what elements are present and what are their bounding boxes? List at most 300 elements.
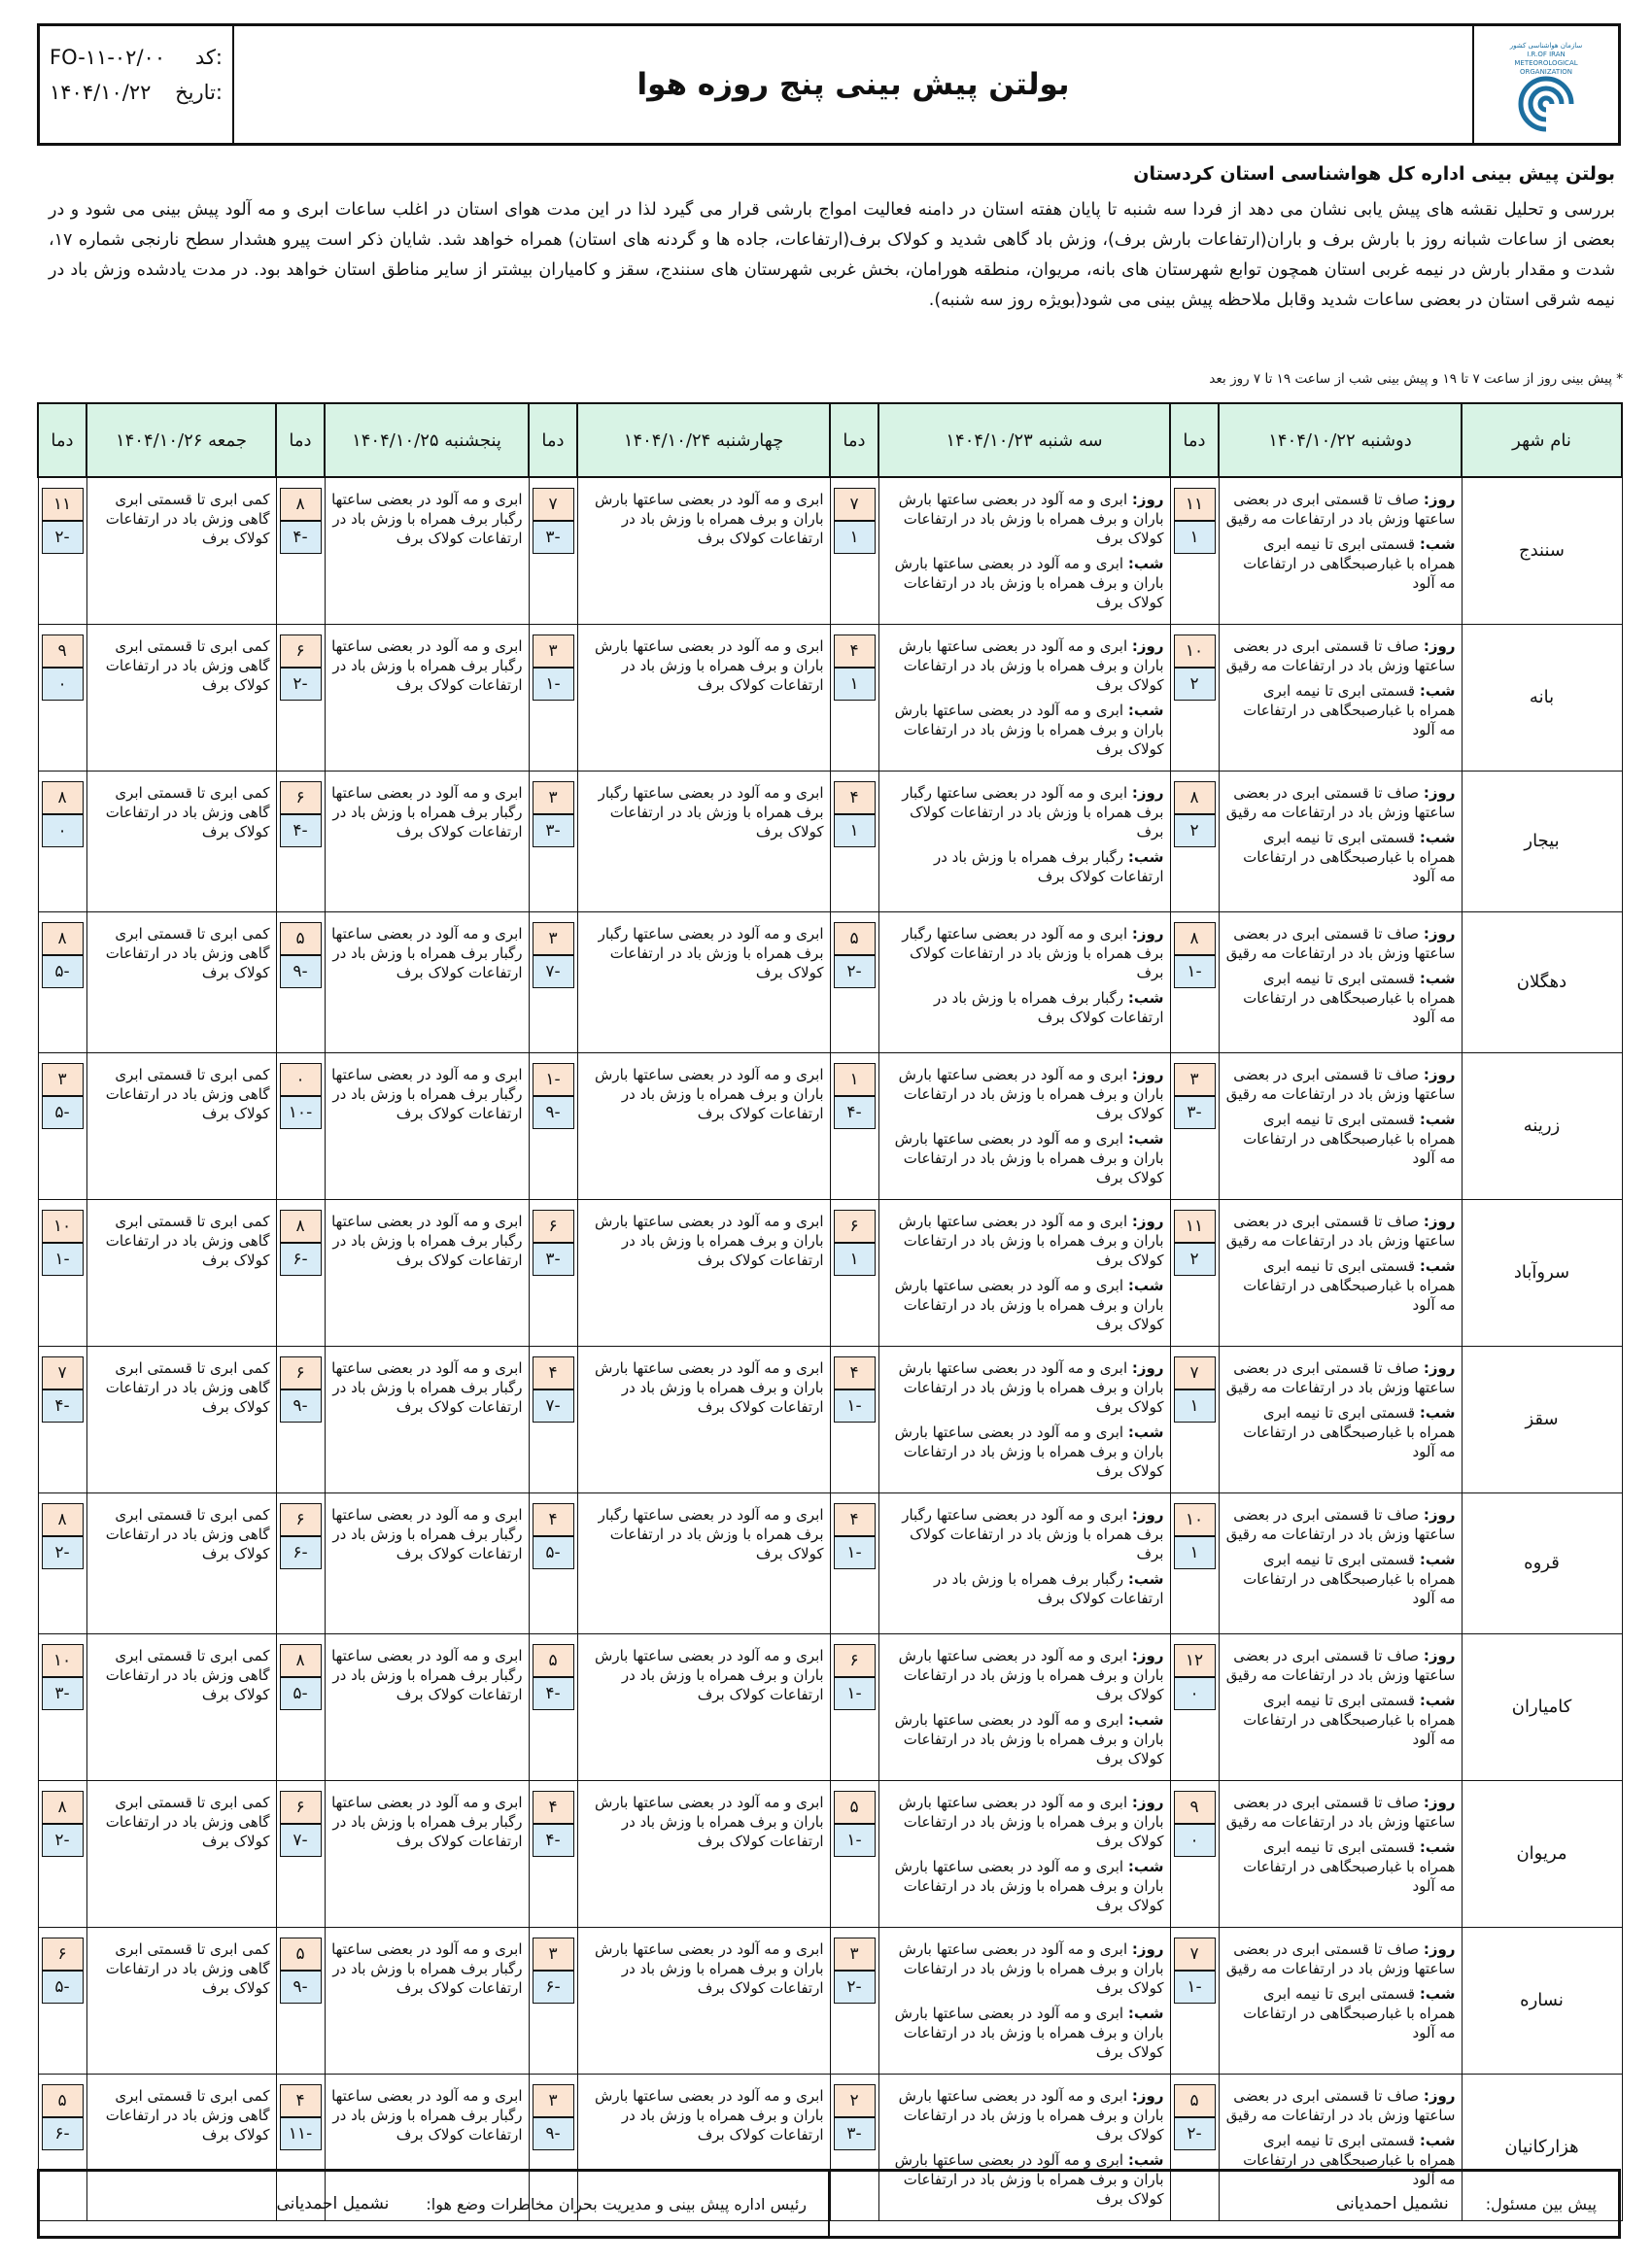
temp-cell [529,1053,577,1200]
min-temp: -۵ [533,1536,574,1569]
temp-cell [830,772,878,912]
monday-forecast [1219,1347,1462,1493]
monday-night-text: قسمتی ابری تا نیمه ابری همراه با غبارصبحگاهی در ارتفاعات مه آلود [1243,1111,1456,1167]
max-temp: ۴ [834,1356,876,1389]
max-temp: ۷ [42,1356,84,1389]
tuesday-forecast [878,1053,1170,1200]
wednesday-forecast: ابری و مه آلود در بعضی ساعتها بارش باران و برف همراه با وزش باد در ارتفاعات کولاک برف [577,1200,830,1347]
max-temp: ۸ [42,922,84,955]
min-temp: -۷ [280,1824,322,1857]
code-value: FO-۱۱-۰۲/۰۰ [50,46,166,69]
min-temp: ۰ [1174,1677,1216,1710]
thursday-forecast: ابری و مه آلود در بعضی ساعتها رگبار برف همراه با وزش باد در ارتفاعات کولاک برف [325,1781,529,1928]
day-label: روز: [1131,784,1164,802]
temp-cell [276,625,325,772]
min-temp: -۱ [834,1677,876,1710]
temp-cell [830,1347,878,1493]
max-temp: ۶ [280,781,322,814]
min-temp: ۲ [1174,668,1216,701]
wednesday-forecast: ابری و مه آلود در بعضی ساعتها رگبار برف همراه با وزش باد در ارتفاعات کولاک برف [577,772,830,912]
monday-day-text: صاف تا قسمتی ابری در بعضی ساعتها وزش باد در ارتفاعات مه رقیق [1225,1066,1456,1103]
max-temp: ۳ [533,2084,574,2117]
irimo-logo [1472,26,1618,143]
tuesday-forecast [878,912,1170,1053]
temp-cell [529,625,577,772]
min-temp: -۴ [280,521,322,554]
day-label: روز: [1131,1213,1164,1230]
night-label: شب: [1127,1130,1164,1148]
temp-cell [1170,912,1219,1053]
temp-cell [1170,1347,1219,1493]
city-name: هزارکانیان [1462,2075,1622,2221]
monday-forecast [1219,1781,1462,1928]
night-label: شب: [1419,2132,1456,2149]
monday-forecast [1219,912,1462,1053]
max-temp: ۳ [42,1063,84,1096]
temp-header: دما [830,403,878,477]
max-temp: ۸ [42,1791,84,1824]
day-header-2: سه شنبه ۱۴۰۴/۱۰/۲۳ [878,403,1170,477]
max-temp: ۳ [834,1938,876,1971]
max-temp: ۸ [42,781,84,814]
night-label: شب: [1127,555,1164,572]
max-temp: ۳ [533,635,574,668]
monday-forecast [1219,625,1462,772]
day-label: روز: [1423,1213,1456,1230]
table-row [38,772,1622,912]
max-temp: ۷ [1174,1938,1216,1971]
max-temp: ۱ [834,1063,876,1096]
date-label: تاریخ: [175,81,223,104]
monday-forecast [1219,1053,1462,1200]
min-temp: -۲ [834,955,876,988]
wednesday-forecast: ابری و مه آلود در بعضی ساعتها بارش باران و برف همراه با وزش باد در ارتفاعات کولاک برف [577,1053,830,1200]
temp-cell [38,1200,86,1347]
max-temp: ۷ [1174,1356,1216,1389]
temp-cell [276,1781,325,1928]
max-temp: ۴ [280,2084,322,2117]
temp-cell [38,1781,86,1928]
monday-night-text: قسمتی ابری تا نیمه ابری همراه با غبارصبحگاهی در ارتفاعات مه آلود [1243,1551,1456,1607]
tuesday-night-text: رگبار برف همراه با وزش باد در ارتفاعات کولاک برف [933,848,1164,885]
max-temp: ۱۰ [42,1644,84,1677]
max-temp: ۵ [280,922,322,955]
thursday-forecast: ابری و مه آلود در بعضی ساعتها رگبار برف همراه با وزش باد در ارتفاعات کولاک برف [325,1493,529,1634]
max-temp: ۱۰ [42,1210,84,1243]
wednesday-forecast: ابری و مه آلود در بعضی ساعتها بارش باران و برف همراه با وزش باد در ارتفاعات کولاک برف [577,2075,830,2221]
friday-forecast: کمی ابری تا قسمتی ابری گاهی وزش باد در ارتفاعات کولاک برف [86,2075,276,2221]
thursday-forecast: ابری و مه آلود در بعضی ساعتها رگبار برف همراه با وزش باد در ارتفاعات کولاک برف [325,912,529,1053]
temp-cell [830,912,878,1053]
wednesday-forecast: ابری و مه آلود در بعضی ساعتها بارش باران و برف همراه با وزش باد در ارتفاعات کولاک برف [577,1928,830,2075]
night-label: شب: [1127,1711,1164,1729]
day-label: روز: [1131,491,1164,508]
temp-cell [830,477,878,625]
tuesday-day-text: ابری و مه آلود در بعضی ساعتها بارش باران و برف همراه با وزش باد در ارتفاعات کولاک برف [898,491,1164,547]
code-label: کد: [194,46,223,69]
night-label: شب: [1127,989,1164,1007]
max-temp: ۸ [280,1644,322,1677]
day-label: روز: [1131,2087,1164,2105]
day-label: روز: [1423,1066,1456,1083]
city-name: کامیاران [1462,1634,1622,1781]
city-name: سروآباد [1462,1200,1622,1347]
temp-cell [276,1928,325,2075]
temp-cell [1170,1200,1219,1347]
temp-cell [529,1200,577,1347]
max-temp: ۱۰ [1174,1503,1216,1536]
thursday-forecast: ابری و مه آلود در بعضی ساعتها رگبار برف همراه با وزش باد در ارتفاعات کولاک برف [325,625,529,772]
forecaster-label: پیش بین مسئول: [1485,2194,1597,2213]
night-label: شب: [1127,1858,1164,1875]
day-label: روز: [1423,2087,1456,2105]
max-temp: ۸ [1174,781,1216,814]
tuesday-forecast [878,1493,1170,1634]
min-temp: ۱ [834,1243,876,1276]
min-temp: -۱۰ [280,1096,322,1129]
thursday-forecast: ابری و مه آلود در بعضی ساعتها رگبار برف همراه با وزش باد در ارتفاعات کولاک برف [325,477,529,625]
min-temp: ۱ [1174,521,1216,554]
date-value: ۱۴۰۴/۱۰/۲۲ [50,81,152,104]
min-temp: ۱ [834,521,876,554]
max-temp: ۳ [533,781,574,814]
temp-cell [38,772,86,912]
intro-body: بررسی و تحلیل نقشه های پیش یابی نشان می دهد از فردا سه شنبه تا پایان هفته استان در دامنه فعالیت امواج بارشی قرار می گیرد لذا در این مدت هوای استان در اغلب ساعات ابری و مه آلود پیش بینی می شود و در بعضی از ساعات شبانه روز با بارش برف و باران(ارتفاعات بارش برف)، وزش باد گاهی شدید و کولاک برف(ارتفاعات، جاده ها و گردنه های استان) همراه خواهد شد. شایان ذکر است پیرو هشدار سطح نارنجی شماره ۱۷، شدت و مقدار بارش در نیمه غربی استان همچون توابع شهرستان های بانه، مریوان، منطقه هورامان، بخش غربی شهرستان های سنندج، سقز و کامیاران بیشتر از سایر مناطق استان خواهد بود. در مدت یادشده وزش باد در نیمه شرقی استان در بعضی ساعات شدید وقابل ملاحظه پیش بینی می شود(بویژه روز سه شنبه). [49,200,1615,310]
temp-cell [1170,625,1219,772]
min-temp: -۶ [533,1971,574,2004]
max-temp: ۸ [280,488,322,521]
table-row [38,1781,1622,1928]
day-header-3: چهارشنبه ۱۴۰۴/۱۰/۲۴ [577,403,830,477]
tuesday-night-text: ابری و مه آلود در بعضی ساعتها بارش باران و برف همراه با وزش باد در ارتفاعات کولاک برف [894,1277,1164,1333]
min-temp: -۳ [834,2117,876,2150]
min-temp: -۱ [1174,955,1216,988]
temp-cell [1170,1634,1219,1781]
temp-cell [38,1928,86,2075]
tuesday-day-text: ابری و مه آلود در بعضی ساعتها رگبار برف همراه با وزش باد در ارتفاعات کولاک برف [902,784,1164,840]
temp-header: دما [38,403,86,477]
tuesday-forecast [878,1347,1170,1493]
max-temp: ۵ [1174,2084,1216,2117]
night-label: شب: [1419,829,1456,846]
day-label: روز: [1423,1794,1456,1811]
max-temp: ۹ [1174,1791,1216,1824]
tuesday-night-text: ابری و مه آلود در بعضی ساعتها بارش باران و برف همراه با وزش باد در ارتفاعات کولاک برف [894,1858,1164,1914]
temp-cell [38,912,86,1053]
temp-cell [1170,772,1219,912]
min-temp: -۷ [533,955,574,988]
doc-code-box [40,26,234,143]
max-temp: ۶ [834,1644,876,1677]
max-temp: ۱۱ [42,488,84,521]
night-label: شب: [1127,1570,1164,1588]
max-temp: ۴ [533,1503,574,1536]
max-temp: ۶ [533,1210,574,1243]
night-label: شب: [1127,1424,1164,1441]
day-label: روز: [1423,637,1456,655]
temp-cell [529,1928,577,2075]
temp-cell [276,1347,325,1493]
night-label: شب: [1127,702,1164,719]
city-header: نام شهر [1462,403,1622,477]
logo-text-3: ORGANIZATION [1519,68,1573,76]
tuesday-day-text: ابری و مه آلود در بعضی ساعتها بارش باران و برف همراه با وزش باد در ارتفاعات کولاک برف [898,637,1164,694]
max-temp: ۶ [280,1356,322,1389]
friday-forecast: کمی ابری تا قسمتی ابری گاهی وزش باد در ارتفاعات کولاک برف [86,1781,276,1928]
night-label: شب: [1127,848,1164,866]
temp-cell [276,1634,325,1781]
temp-cell [276,477,325,625]
temp-cell [1170,1493,1219,1634]
temp-cell [529,1493,577,1634]
min-temp: -۲ [280,668,322,701]
day-label: روز: [1131,1940,1164,1958]
intro-heading: بولتن پیش بینی اداره کل هواشناسی استان کردستان [1133,163,1615,185]
temp-cell [1170,1928,1219,2075]
min-temp: ۲ [1174,814,1216,847]
min-temp: -۲ [42,1824,84,1857]
temp-cell [1170,477,1219,625]
city-name: نساره [1462,1928,1622,2075]
thursday-forecast: ابری و مه آلود در بعضی ساعتها رگبار برف همراه با وزش باد در ارتفاعات کولاک برف [325,1347,529,1493]
thursday-forecast: ابری و مه آلود در بعضی ساعتها رگبار برف همراه با وزش باد در ارتفاعات کولاک برف [325,1053,529,1200]
min-temp: -۱ [834,1824,876,1857]
max-temp: ۳ [533,1938,574,1971]
monday-day-text: صاف تا قسمتی ابری در بعضی ساعتها وزش باد در ارتفاعات مه رقیق [1225,491,1456,528]
city-name: بانه [1462,625,1622,772]
temp-cell [830,1928,878,2075]
friday-forecast: کمی ابری تا قسمتی ابری گاهی وزش باد در ارتفاعات کولاک برف [86,477,276,625]
tuesday-night-text: ابری و مه آلود در بعضی ساعتها بارش باران و برف همراه با وزش باد در ارتفاعات کولاک برف [894,1424,1164,1480]
max-temp: ۶ [42,1938,84,1971]
temp-cell [830,1053,878,1200]
table-row [38,1493,1622,1634]
min-temp: -۱ [42,1243,84,1276]
monday-night-text: قسمتی ابری تا نیمه ابری همراه با غبارصبحگاهی در ارتفاعات مه آلود [1243,829,1456,885]
monday-night-text: قسمتی ابری تا نیمه ابری همراه با غبارصبحگاهی در ارتفاعات مه آلود [1243,1257,1456,1314]
max-temp: ۱۲ [1174,1644,1216,1677]
temp-cell [529,1634,577,1781]
max-temp: ۸ [1174,922,1216,955]
min-temp: -۳ [533,1243,574,1276]
city-name: مریوان [1462,1781,1622,1928]
tuesday-forecast [878,772,1170,912]
monday-forecast [1219,477,1462,625]
signature-footer [37,2169,1621,2239]
min-temp: ۲ [1174,1243,1216,1276]
day-label: روز: [1131,1647,1164,1664]
city-name: قروه [1462,1493,1622,1634]
max-temp: ۳ [533,922,574,955]
friday-forecast: کمی ابری تا قسمتی ابری گاهی وزش باد در ارتفاعات کولاک برف [86,912,276,1053]
tuesday-night-text: رگبار برف همراه با وزش باد در ارتفاعات کولاک برف [933,989,1164,1026]
temp-cell [38,1634,86,1781]
min-temp: -۱ [1174,1971,1216,2004]
friday-forecast: کمی ابری تا قسمتی ابری گاهی وزش باد در ارتفاعات کولاک برف [86,1347,276,1493]
forecaster-name: نشمیل احمدیانی [1335,2194,1449,2213]
temp-cell [830,625,878,772]
min-temp: -۵ [42,1971,84,2004]
max-temp: ۵ [280,1938,322,1971]
min-temp: ۱ [1174,1389,1216,1423]
night-label: شب: [1419,970,1456,987]
temp-header: دما [276,403,325,477]
friday-forecast: کمی ابری تا قسمتی ابری گاهی وزش باد در ارتفاعات کولاک برف [86,1928,276,2075]
min-temp: -۳ [533,521,574,554]
chief-name: نشمیل احمدیانی [276,2194,390,2213]
monday-day-text: صاف تا قسمتی ابری در بعضی ساعتها وزش باد در ارتفاعات مه رقیق [1225,784,1456,821]
temp-header: دما [1170,403,1219,477]
min-temp: -۲ [1174,2117,1216,2150]
day-header-4: پنجشنبه ۱۴۰۴/۱۰/۲۵ [325,403,529,477]
max-temp: ۴ [834,781,876,814]
temp-cell [830,1200,878,1347]
max-temp: ۵ [834,1791,876,1824]
temp-cell [38,1347,86,1493]
tuesday-day-text: ابری و مه آلود در بعضی ساعتها بارش باران و برف همراه با وزش باد در ارتفاعات کولاک برف [898,1647,1164,1703]
min-temp: -۲ [42,521,84,554]
temp-cell [276,912,325,1053]
monday-day-text: صاف تا قسمتی ابری در بعضی ساعتها وزش باد در ارتفاعات مه رقیق [1225,1506,1456,1543]
temp-cell [830,1634,878,1781]
logo-text-fa: سازمان هواشناسی کشور [1509,42,1583,50]
city-name: دهگلان [1462,912,1622,1053]
night-label: شب: [1419,1551,1456,1568]
thursday-forecast: ابری و مه آلود در بعضی ساعتها رگبار برف همراه با وزش باد در ارتفاعات کولاک برف [325,1928,529,2075]
monday-night-text: قسمتی ابری تا نیمه ابری همراه با غبارصبحگاهی در ارتفاعات مه آلود [1243,2132,1456,2188]
day-label: روز: [1131,1506,1164,1524]
night-label: شب: [1419,1838,1456,1856]
city-name: زرینه [1462,1053,1622,1200]
min-temp: -۶ [280,1243,322,1276]
night-label: شب: [1419,1111,1456,1128]
tuesday-forecast [878,1781,1170,1928]
min-temp: -۶ [280,1536,322,1569]
min-temp: ۱ [834,814,876,847]
friday-forecast: کمی ابری تا قسمتی ابری گاهی وزش باد در ارتفاعات کولاک برف [86,1053,276,1200]
table-row [38,477,1622,625]
wednesday-forecast: ابری و مه آلود در بعضی ساعتها بارش باران و برف همراه با وزش باد در ارتفاعات کولاک برف [577,477,830,625]
max-temp: ۵ [42,2084,84,2117]
max-temp: ۲ [834,2084,876,2117]
table-row [38,1200,1622,1347]
max-temp: ۱۱ [1174,488,1216,521]
monday-night-text: قسمتی ابری تا نیمه ابری همراه با غبارصبحگاهی در ارتفاعات مه آلود [1243,682,1456,738]
thursday-forecast: ابری و مه آلود در بعضی ساعتها رگبار برف همراه با وزش باد در ارتفاعات کولاک برف [325,1634,529,1781]
max-temp: ۰ [280,1063,322,1096]
min-temp: -۳ [1174,1096,1216,1129]
temp-cell [529,1781,577,1928]
night-label: شب: [1127,2005,1164,2022]
min-temp: -۳ [533,814,574,847]
temp-cell [830,1781,878,1928]
min-temp: -۵ [42,1096,84,1129]
min-temp: -۹ [280,1971,322,2004]
min-temp: ۰ [42,814,84,847]
tuesday-day-text: ابری و مه آلود در بعضی ساعتها بارش باران و برف همراه با وزش باد در ارتفاعات کولاک برف [898,1940,1164,1997]
min-temp: -۳ [42,1677,84,1710]
max-temp: ۴ [533,1791,574,1824]
tuesday-forecast [878,625,1170,772]
wednesday-forecast: ابری و مه آلود در بعضی ساعتها بارش باران و برف همراه با وزش باد در ارتفاعات کولاک برف [577,625,830,772]
max-temp: ۶ [834,1210,876,1243]
tuesday-night-text: ابری و مه آلود در بعضی ساعتها بارش باران و برف همراه با وزش باد در ارتفاعات کولاک برف [894,1130,1164,1186]
min-temp: -۱ [834,1536,876,1569]
monday-day-text: صاف تا قسمتی ابری در بعضی ساعتها وزش باد در ارتفاعات مه رقیق [1225,1647,1456,1684]
day-header-1: دوشنبه ۱۴۰۴/۱۰/۲۲ [1219,403,1462,477]
night-label: شب: [1419,1985,1456,2003]
monday-night-text: قسمتی ابری تا نیمه ابری همراه با غبارصبحگاهی در ارتفاعات مه آلود [1243,535,1456,592]
chief-label: رئیس اداره پیش بینی و مدیریت بحران مخاطرات وضع هوا: [426,2194,807,2213]
max-temp: ۷ [533,488,574,521]
min-temp: -۱۱ [280,2117,322,2150]
min-temp: -۴ [533,1824,574,1857]
temp-cell [529,912,577,1053]
bulletin-header [37,23,1621,146]
tuesday-day-text: ابری و مه آلود در بعضی ساعتها بارش باران و برف همراه با وزش باد در ارتفاعات کولاک برف [898,1794,1164,1850]
day-label: روز: [1423,491,1456,508]
table-row [38,912,1622,1053]
table-row [38,1347,1622,1493]
tuesday-night-text: ابری و مه آلود در بعضی ساعتها بارش باران و برف همراه با وزش باد در ارتفاعات کولاک برف [894,555,1164,611]
temp-cell [38,625,86,772]
night-label: شب: [1419,1692,1456,1709]
day-label: روز: [1423,1647,1456,1664]
day-label: روز: [1131,637,1164,655]
day-label: روز: [1131,1359,1164,1377]
max-temp: ۱۰ [1174,635,1216,668]
wednesday-forecast: ابری و مه آلود در بعضی ساعتها رگبار برف همراه با وزش باد در ارتفاعات کولاک برف [577,1493,830,1634]
max-temp: ۸ [280,1210,322,1243]
temp-cell [1170,1053,1219,1200]
tuesday-day-text: ابری و مه آلود در بعضی ساعتها رگبار برف همراه با وزش باد در ارتفاعات کولاک برف [902,1506,1164,1562]
day-label: روز: [1423,1506,1456,1524]
monday-forecast [1219,1200,1462,1347]
day-label: روز: [1423,925,1456,943]
table-row [38,1053,1622,1200]
max-temp: ۴ [533,1356,574,1389]
day-label: روز: [1131,1794,1164,1811]
day-label: روز: [1423,1940,1456,1958]
wednesday-forecast: ابری و مه آلود در بعضی ساعتها بارش باران و برف همراه با وزش باد در ارتفاعات کولاک برف [577,1347,830,1493]
min-temp: ۱ [1174,1536,1216,1569]
intro-section [49,159,1615,316]
friday-forecast: کمی ابری تا قسمتی ابری گاهی وزش باد در ارتفاعات کولاک برف [86,1634,276,1781]
monday-day-text: صاف تا قسمتی ابری در بعضی ساعتها وزش باد در ارتفاعات مه رقیق [1225,637,1456,674]
min-temp: -۹ [280,955,322,988]
night-label: شب: [1419,535,1456,553]
min-temp: -۹ [533,2117,574,2150]
night-label: شب: [1419,682,1456,700]
min-temp: -۷ [533,1389,574,1423]
night-label: شب: [1127,1277,1164,1294]
tuesday-forecast [878,1634,1170,1781]
temp-cell [276,772,325,912]
wednesday-forecast: ابری و مه آلود در بعضی ساعتها بارش باران و برف همراه با وزش باد در ارتفاعات کولاک برف [577,1781,830,1928]
min-temp: -۴ [834,1096,876,1129]
tuesday-forecast [878,1200,1170,1347]
temp-cell [276,1493,325,1634]
min-temp: -۴ [42,1389,84,1423]
max-temp: ۶ [280,635,322,668]
temp-cell [38,1053,86,1200]
temp-cell [529,1347,577,1493]
tuesday-day-text: ابری و مه آلود در بعضی ساعتها رگبار برف همراه با وزش باد در ارتفاعات کولاک برف [902,925,1164,981]
thursday-forecast: ابری و مه آلود در بعضی ساعتها رگبار برف همراه با وزش باد در ارتفاعات کولاک برف [325,772,529,912]
monday-day-text: صاف تا قسمتی ابری در بعضی ساعتها وزش باد در ارتفاعات مه رقیق [1225,1794,1456,1831]
min-temp: -۹ [280,1389,322,1423]
min-temp: -۹ [533,1096,574,1129]
